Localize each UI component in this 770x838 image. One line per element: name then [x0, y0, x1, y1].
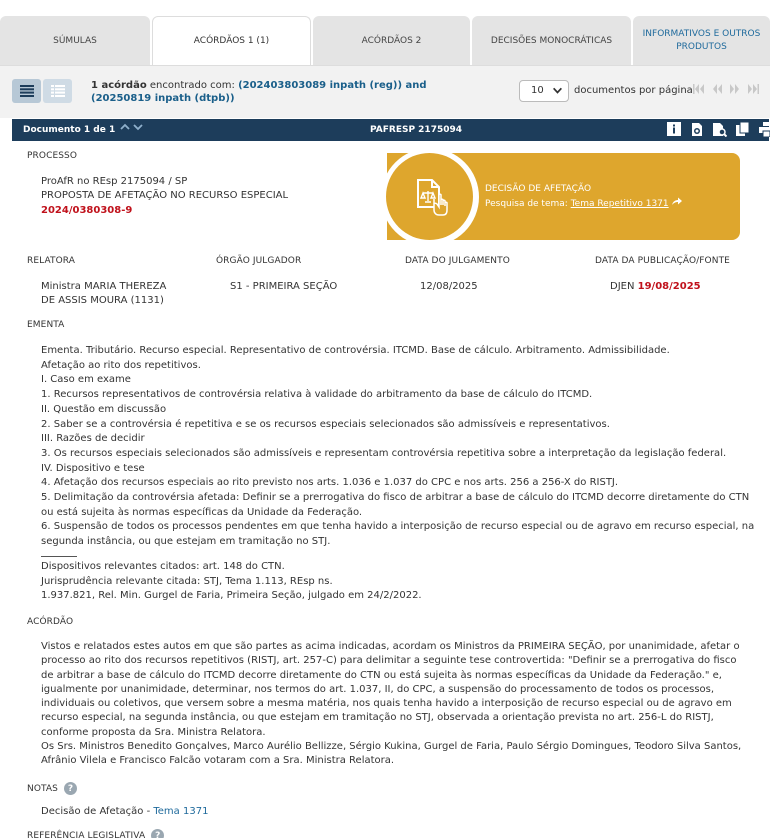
- ementa-line: 4. Afetação dos recursos especiais ao rito previsto nos arts. 1.036 e 1.037 do CPC e nos arts. 256 a 256-X do RISTJ.: [41, 477, 619, 489]
- info-icon[interactable]: [667, 122, 681, 136]
- julgamento-value: 12/08/2025: [420, 281, 478, 292]
- full-view-button[interactable]: [12, 79, 41, 103]
- tab-bar: [0, 0, 770, 66]
- ementa-line: III. Razões de decidir: [41, 433, 145, 445]
- help-icon[interactable]: ?: [64, 782, 77, 795]
- results-text: encontrado com:: [149, 80, 235, 91]
- tab-label: DECISÕES MONOCRÁTICAS: [490, 35, 613, 46]
- next-page-icon[interactable]: [729, 84, 741, 94]
- tema-repetitivo-link[interactable]: Tema Repetitivo 1371: [570, 199, 669, 209]
- tab-label: ACÓRDÃOS 2: [361, 35, 422, 46]
- relatora-name: Ministra MARIA THEREZA: [41, 281, 167, 292]
- chevron-up-icon[interactable]: [120, 123, 130, 131]
- ementa-line: Ementa. Tributário. Recurso especial. Representativo de controvérsia. ITCMD. Base de cálculo. Arbitramento. Admissibilidade.: [41, 345, 670, 356]
- ementa-text: [41, 344, 756, 604]
- first-page-icon[interactable]: [693, 84, 705, 94]
- ementa-label: EMENTA: [27, 320, 65, 330]
- ementa-item-5: 5. Delimitação da controvérsia afetada: Definir se a prerrogativa do fisco de arbitrar a base de cálculo do ITCMD decorre diretamente do CTN ou está sujeita às normas específicas da Unidade da Federação.: [41, 492, 750, 518]
- notas-text: [41, 806, 208, 818]
- document-actions: [667, 122, 770, 137]
- chevron-down-icon[interactable]: [133, 123, 143, 131]
- afetacao-badge: [386, 153, 473, 240]
- tab-label: INFORMATIVOS E OUTROS PRODUTOS: [642, 29, 761, 52]
- pager: [693, 84, 759, 94]
- acordao-line: individuais ou coletivos, que versem sobre a mesma matéria, nos quais tenha havido a interposição de recurso especial ou de agravo em: [41, 698, 732, 710]
- ementa-line: IV. Dispositivo e tese: [41, 462, 145, 474]
- afetacao-title: DECISÃO DE AFETAÇÃO: [485, 184, 592, 194]
- doc-nav-arrows[interactable]: [120, 123, 143, 134]
- ementa-line: 2. Saber se a controvérsia é repetitiva e se os recursos especiais selecionados são admissíveis e representativos.: [41, 418, 610, 430]
- ementa-line: 3. Os recursos especiais selecionados são admissíveis e representam controvérsia repetitiva sobre a interpretação da legislação federal.: [41, 447, 727, 459]
- acordao-line: conforme proposta da Sra. Ministra Relatora.: [41, 726, 266, 738]
- tab-decisoes-monocraticas[interactable]: [472, 16, 631, 66]
- last-page-icon[interactable]: [747, 84, 759, 94]
- acordao-line: recurso especial, na segunda instância, ou que estejam em tramitação no STJ, observada a orientação prevista no art. 256-L do RISTJ,: [41, 712, 714, 724]
- ementa-line: Afetação ao rito dos repetitivos.: [41, 359, 201, 371]
- results-query-2: (20250819 inpath (dtpb)): [91, 93, 235, 104]
- processo-type: PROPOSTA DE AFETAÇÃO NO RECURSO ESPECIAL: [41, 190, 289, 201]
- tab-acordaos-2[interactable]: [313, 16, 470, 66]
- share-arrow-icon[interactable]: [672, 197, 682, 206]
- acordao-line: processo ao rito dos recursos repetitivos (RISTJ, art. 257-C) para delimitar a seguinte tese controvertida: "Definir se a prerrogativa do fisco: [41, 655, 737, 667]
- publicacao-value: [610, 281, 701, 293]
- relatora-label: RELATORA: [27, 256, 76, 266]
- acordao-line: de arbitrar a base de cálculo do ITCMD decorre diretamente do CTN ou está sujeita às normas específicas da Unidade da Federação." e,: [41, 669, 722, 681]
- results-toolbar: [0, 66, 770, 118]
- ementa-line: II. Questão em discussão: [41, 403, 167, 415]
- notas-label: NOTAS: [27, 784, 58, 794]
- afetacao-search-label: Pesquisa de tema:: [485, 199, 568, 209]
- per-page-value: 10: [531, 85, 544, 96]
- print-icon[interactable]: [759, 122, 770, 137]
- document-copy-icon[interactable]: [690, 122, 703, 137]
- compact-view-button[interactable]: [43, 79, 72, 103]
- results-query-1: (202403803089 inpath (reg)) and: [238, 80, 427, 91]
- acordao-line: igualmente por unanimidade, determinar, nos termos do art. 1.037, II, do CPC, a suspensão do processamento de todos os processos,: [41, 683, 715, 695]
- ementa-separator: [41, 556, 77, 557]
- ementa-item-6: 6. Suspensão de todos os processos pendentes em que tenha havido a interposição de recurso especial ou de agravo em recurso especial, na segunda instância, ou que estejam em tramitação no STJ.: [41, 521, 755, 548]
- results-summary: [91, 79, 427, 105]
- fonte-value: DJEN: [610, 281, 635, 292]
- publicacao-date: 19/08/2025: [637, 281, 701, 292]
- help-icon[interactable]: ?: [151, 829, 164, 838]
- orgao-value: S1 - PRIMEIRA SEÇÃO: [230, 281, 338, 292]
- acordao-line: Os Srs. Ministros Benedito Gonçalves, Marco Aurélio Bellizze, Sérgio Kukina, Gurgel de Faria, Paulo Sérgio Domingues, Teodoro Silva Santos,: [41, 741, 742, 753]
- results-count: 1 acórdão: [91, 80, 147, 91]
- ementa-footer-line: 1.937.821, Rel. Min. Gurgel de Faria, Primeira Seção, julgado em 24/2/2022.: [41, 590, 422, 602]
- list-compact-icon: [51, 85, 65, 97]
- ementa-line: I. Caso em exame: [41, 374, 131, 386]
- referencia-header: [27, 829, 164, 838]
- referencia-label: REFERÊNCIA LEGISLATIVA: [27, 831, 146, 838]
- processo-class: ProAfR no REsp 2175094 / SP: [41, 176, 188, 187]
- ementa-footer-line: Jurisprudência relevante citada: STJ, Tema 1.113, REsp ns.: [41, 575, 333, 587]
- relatora-name-cont: DE ASSIS MOURA (1131): [41, 295, 164, 306]
- tab-informativos[interactable]: [633, 16, 770, 66]
- orgao-label: ÓRGÃO JULGADOR: [216, 256, 302, 266]
- processo-label: PROCESSO: [27, 151, 78, 161]
- chevron-down-icon: [552, 85, 563, 96]
- tab-acordaos-1[interactable]: [152, 16, 311, 66]
- document-counter: Documento 1 de 1: [23, 125, 116, 135]
- copy-icon[interactable]: [736, 122, 750, 137]
- tab-sumulas[interactable]: [0, 16, 150, 66]
- acordao-line: Afrânio Vilela e Francisco Falcão votaram com a Sra. Ministra Relatora.: [41, 755, 395, 767]
- legal-document-hand-icon: [410, 177, 450, 217]
- tema-link[interactable]: Tema 1371: [153, 806, 209, 817]
- tab-label: SÚMULAS: [53, 35, 97, 46]
- ementa-footer-line: Dispositivos relevantes citados: art. 148 do CTN.: [41, 560, 285, 572]
- notas-description: Decisão de Afetação -: [41, 806, 151, 817]
- acordao-text: [41, 640, 756, 769]
- ementa-line: 1. Recursos representativos de controvérsia relativa à validade do arbitramento da base de cálculo do ITCMD.: [41, 389, 593, 401]
- prev-page-icon[interactable]: [711, 84, 723, 94]
- per-page-label: documentos por página: [574, 85, 693, 96]
- publicacao-label: DATA DA PUBLICAÇÃO/FONTE: [595, 256, 730, 266]
- tab-label: ACÓRDÃOS 1 (1): [193, 36, 270, 46]
- notas-header: [27, 782, 77, 795]
- julgamento-label: DATA DO JULGAMENTO: [405, 256, 510, 266]
- document-search-icon[interactable]: [712, 122, 727, 137]
- list-full-icon: [20, 85, 34, 97]
- afetacao-search: [485, 197, 682, 209]
- acordao-label: ACÓRDÃO: [27, 617, 74, 627]
- processo-number: 2024/0380308-9: [41, 205, 133, 216]
- per-page-select[interactable]: [519, 80, 569, 102]
- document-title: PAFRESP 2175094: [370, 125, 463, 135]
- document-header-bar: [12, 119, 769, 141]
- acordao-line: Vistos e relatados estes autos em que são partes as acima indicadas, acordam os Ministros da PRIMEIRA SEÇÃO, por unanimidade, afetar o: [41, 641, 740, 652]
